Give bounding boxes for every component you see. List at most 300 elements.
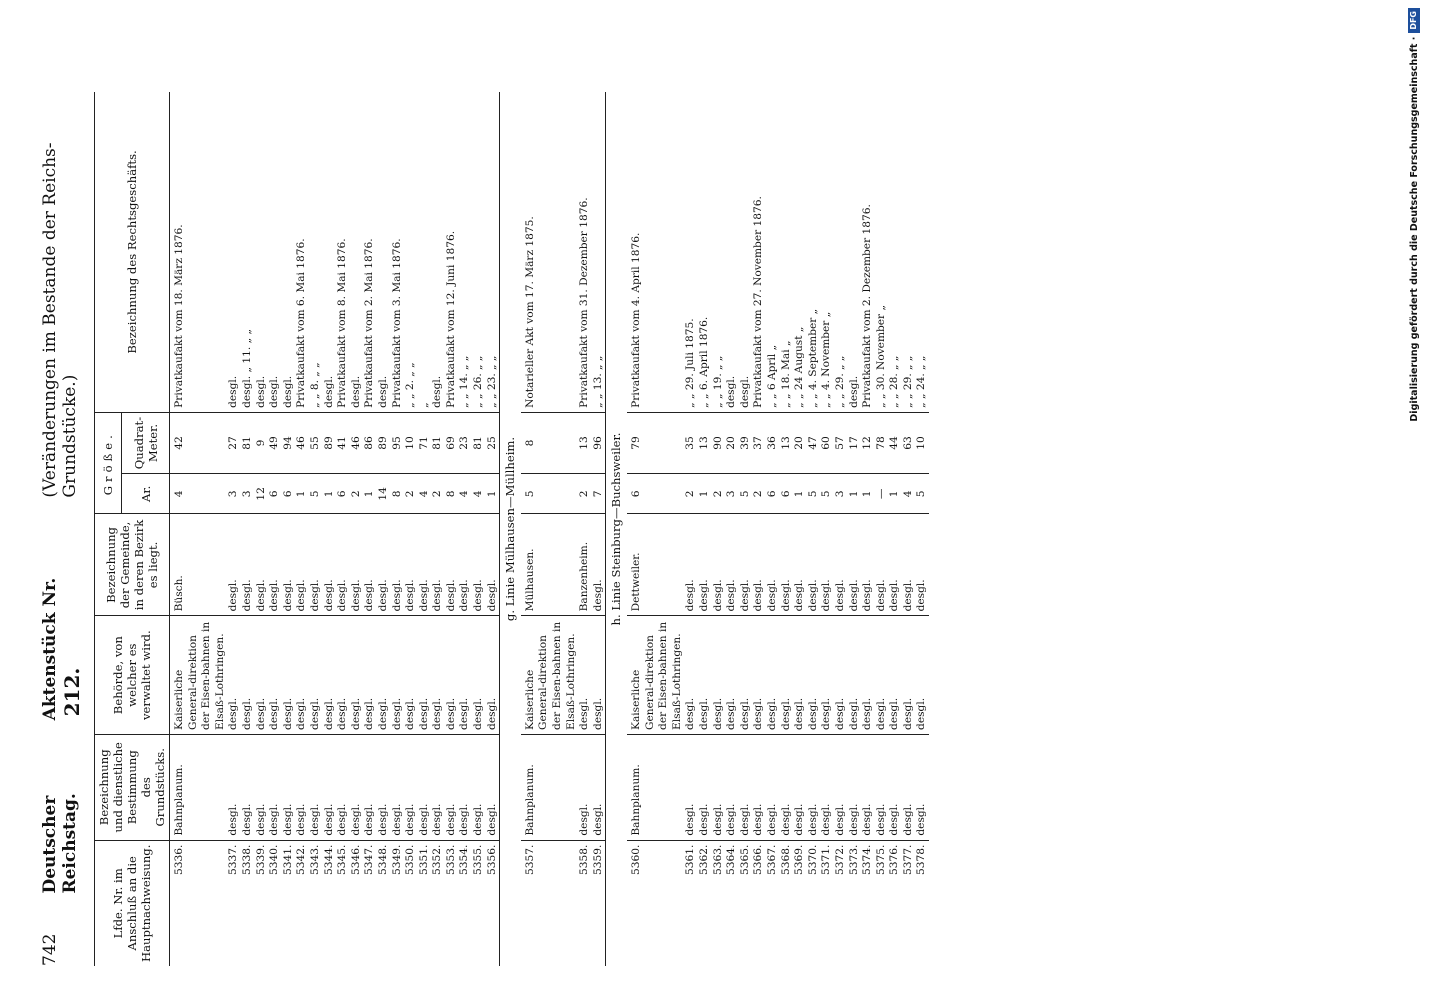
cell-behoerde: desgl. (309, 616, 323, 735)
cell-rechtsgeschaeft: Privatkaufakt vom 2. Dezember 1876. (861, 92, 875, 412)
cell-qm: 17 (848, 412, 862, 473)
cell-bezeichnung: desgl. (698, 734, 712, 840)
cell-qm: 94 (282, 412, 296, 473)
cell-gemeinde: desgl. (752, 514, 766, 616)
cell-nr: 5338. (240, 844, 253, 875)
cell-nr: 5346. (349, 844, 362, 875)
cell-nr: 5340. (268, 844, 281, 875)
cell-rechtsgeschaeft: Privatkaufakt vom 3. Mai 1876. (391, 92, 405, 412)
cell-rechtsgeschaeft: „ (418, 92, 432, 412)
cell-qm: 13 (698, 412, 712, 473)
cell-nr: 5362. (697, 844, 710, 875)
header-qm: Quadrat-Meter. (122, 412, 170, 473)
cell-qm: 95 (391, 412, 405, 473)
table-row (627, 92, 684, 966)
cell-gemeinde: desgl. (418, 514, 432, 616)
cell-gemeinde: desgl. (902, 514, 916, 616)
cell-ar: 4 (902, 474, 916, 514)
cell-rechtsgeschaeft: „ „ 14. „ „ (458, 92, 472, 412)
cell-rechtsgeschaeft: „ „ 30. November „ (875, 92, 889, 412)
cell-nr: 5370. (806, 844, 819, 875)
document-number: 212. (60, 667, 84, 717)
cell-behoerde: desgl. (350, 616, 364, 735)
table-row (472, 92, 486, 966)
cell-bezeichnung: desgl. (445, 734, 459, 840)
cell-nr: 5373. (847, 844, 860, 875)
table-row (309, 92, 323, 966)
cell-ar: 14 (377, 474, 391, 514)
cell-gemeinde: desgl. (684, 514, 698, 616)
cell-behoerde: desgl. (793, 616, 807, 735)
running-head (40, 92, 84, 966)
table-row (698, 92, 712, 966)
cell-ar: 1 (363, 474, 377, 514)
cell-nr: 5376. (888, 844, 901, 875)
document-subtitle: (Veränderungen im Bestande der Reichs-Grundstücke.) (40, 142, 80, 498)
cell-gemeinde: desgl. (309, 514, 323, 616)
cell-ar: 1 (861, 474, 875, 514)
cell-gemeinde: desgl. (323, 514, 337, 616)
cell-bezeichnung: Bahnplanum. (521, 734, 578, 840)
cell-bezeichnung: desgl. (268, 734, 282, 840)
cell-ar: 4 (418, 474, 432, 514)
cell-ar: 1 (698, 474, 712, 514)
cell-rechtsgeschaeft: Privatkaufakt vom 8. Mai 1876. (336, 92, 350, 412)
cell-qm: 69 (445, 412, 459, 473)
cell-gemeinde: desgl. (241, 514, 255, 616)
cell-bezeichnung: desgl. (431, 734, 445, 840)
cell-qm: 49 (268, 412, 282, 473)
cell-bezeichnung: Bahnplanum. (170, 734, 228, 840)
cell-behoerde: desgl. (391, 616, 405, 735)
cell-ar: 5 (807, 474, 821, 514)
cell-bezeichnung: desgl. (725, 734, 739, 840)
table-row (336, 92, 350, 966)
table-row (578, 92, 592, 966)
cell-ar: 3 (834, 474, 848, 514)
cell-rechtsgeschaeft: „ „ 6. April 1876. (698, 92, 712, 412)
cell-gemeinde: desgl. (377, 514, 391, 616)
cell-nr: 5374. (861, 844, 874, 875)
cell-gemeinde: Dettweiler. (627, 514, 684, 616)
cell-gemeinde: desgl. (915, 514, 929, 616)
table-row (431, 92, 445, 966)
cell-nr: 5359. (591, 844, 604, 875)
cell-ar: 1 (888, 474, 902, 514)
table-row (793, 92, 807, 966)
cell-rechtsgeschaeft: Notarieller Akt vom 17. März 1875. (521, 92, 578, 412)
cell-bezeichnung: desgl. (227, 734, 241, 840)
cell-qm: 20 (793, 412, 807, 473)
cell-behoerde: desgl. (698, 616, 712, 735)
cell-qm: 13 (780, 412, 794, 473)
table-row (915, 92, 929, 966)
cell-behoerde: Kaiserliche General-direktion der Eisen-bahnen in Elsaß-Lothringen. (521, 616, 578, 735)
cell-ar: 5 (739, 474, 753, 514)
cell-rechtsgeschaeft: Privatkaufakt vom 2. Mai 1876. (363, 92, 377, 412)
cell-nr: 5361. (684, 844, 697, 875)
digitization-notice: Digitalisierung gefördert durch die Deutsche Forschungsgemeinschaft · (1408, 36, 1420, 422)
table-row (848, 92, 862, 966)
cell-rechtsgeschaeft: „ „ 6 April „ (766, 92, 780, 412)
cell-nr: 5356. (485, 844, 498, 875)
cell-bezeichnung: desgl. (861, 734, 875, 840)
header-nr: Lfde. Nr. im Anschluß an die Hauptnachweisung. (95, 840, 170, 966)
cell-gemeinde: desgl. (458, 514, 472, 616)
section-heading: h. Linie Steinburg—Buchsweiler. (606, 92, 627, 966)
cell-gemeinde: desgl. (807, 514, 821, 616)
cell-ar: 5 (915, 474, 929, 514)
cell-qm: 89 (323, 412, 337, 473)
cell-ar: 2 (578, 474, 592, 514)
cell-gemeinde: Mülhausen. (521, 514, 578, 616)
cell-qm: 9 (255, 412, 269, 473)
cell-ar: 2 (712, 474, 726, 514)
cell-qm: 46 (295, 412, 309, 473)
cell-bezeichnung: desgl. (888, 734, 902, 840)
cell-nr: 5350. (404, 844, 417, 875)
cell-nr: 5344. (322, 844, 335, 875)
cell-behoerde: desgl. (915, 616, 929, 735)
cell-nr: 5354. (458, 844, 471, 875)
cell-behoerde: desgl. (227, 616, 241, 735)
cell-ar: 4 (170, 474, 228, 514)
cell-ar: 8 (445, 474, 459, 514)
cell-behoerde: desgl. (739, 616, 753, 735)
cell-qm: 63 (902, 412, 916, 473)
cell-gemeinde: desgl. (793, 514, 807, 616)
table-row (834, 92, 848, 966)
cell-rechtsgeschaeft: „ „ 28. „ „ (888, 92, 902, 412)
cell-bezeichnung: desgl. (820, 734, 834, 840)
cell-ar: 12 (255, 474, 269, 514)
cell-behoerde: desgl. (241, 616, 255, 735)
cell-rechtsgeschaeft: „ „ 29. „ „ (902, 92, 916, 412)
cell-rechtsgeschaeft: Privatkaufakt vom 27. November 1876. (752, 92, 766, 412)
cell-qm: 25 (486, 412, 500, 473)
cell-ar: 6 (268, 474, 282, 514)
cell-nr: 5371. (820, 844, 833, 875)
cell-qm: 46 (350, 412, 364, 473)
cell-gemeinde: desgl. (255, 514, 269, 616)
cell-gemeinde: desgl. (848, 514, 862, 616)
section-heading: g. Linie Mülhausen—Müllheim. (500, 92, 521, 966)
table-row (766, 92, 780, 966)
cell-ar: 6 (627, 474, 684, 514)
cell-bezeichnung: desgl. (875, 734, 889, 840)
cell-rechtsgeschaeft: „ „ 29. „ „ (834, 92, 848, 412)
cell-rechtsgeschaeft: desgl. „ 11. „ „ (241, 92, 255, 412)
table-row (391, 92, 405, 966)
cell-ar: 3 (241, 474, 255, 514)
cell-qm: 89 (377, 412, 391, 473)
cell-ar: 7 (592, 474, 606, 514)
cell-bezeichnung: desgl. (377, 734, 391, 840)
cell-gemeinde: desgl. (363, 514, 377, 616)
cell-bezeichnung: desgl. (592, 734, 606, 840)
cell-behoerde: desgl. (861, 616, 875, 735)
cell-gemeinde: desgl. (875, 514, 889, 616)
cell-qm: 60 (820, 412, 834, 473)
cell-behoerde: desgl. (295, 616, 309, 735)
cell-rechtsgeschaeft: desgl. (255, 92, 269, 412)
cell-ar: 5 (309, 474, 323, 514)
cell-behoerde: desgl. (888, 616, 902, 735)
cell-nr: 5347. (363, 844, 376, 875)
cell-qm: 20 (725, 412, 739, 473)
cell-behoerde: desgl. (578, 616, 592, 735)
cell-behoerde: Kaiserliche General-direktion der Eisen-bahnen in Elsaß-Lothringen. (170, 616, 228, 735)
cell-qm: 81 (431, 412, 445, 473)
cell-bezeichnung: desgl. (712, 734, 726, 840)
table-row (780, 92, 794, 966)
cell-rechtsgeschaeft: „ „ 18. Mai „ (780, 92, 794, 412)
cell-qm: 35 (684, 412, 698, 473)
cell-behoerde: desgl. (902, 616, 916, 735)
cell-ar: 5 (521, 474, 578, 514)
cell-nr: 5348. (376, 844, 389, 875)
cell-rechtsgeschaeft: „ „ 24 August „ (793, 92, 807, 412)
cell-nr: 5341. (281, 844, 294, 875)
cell-nr: 5372. (833, 844, 846, 875)
cell-qm: 41 (336, 412, 350, 473)
cell-ar: 4 (472, 474, 486, 514)
cell-nr: 5375. (874, 844, 887, 875)
page-number: 742 (40, 933, 60, 966)
cell-behoerde: desgl. (592, 616, 606, 735)
cell-bezeichnung: desgl. (739, 734, 753, 840)
cell-behoerde: desgl. (445, 616, 459, 735)
cell-bezeichnung: desgl. (780, 734, 794, 840)
table-row (255, 92, 269, 966)
cell-gemeinde: desgl. (592, 514, 606, 616)
document-label (40, 550, 84, 721)
publication-title: Deutscher Reichstag. (40, 793, 80, 894)
cell-gemeinde: desgl. (780, 514, 794, 616)
cell-gemeinde: desgl. (712, 514, 726, 616)
cell-bezeichnung: desgl. (684, 734, 698, 840)
table-row (295, 92, 309, 966)
table-row (350, 92, 364, 966)
cell-bezeichnung: desgl. (848, 734, 862, 840)
cell-rechtsgeschaeft: desgl. (377, 92, 391, 412)
header-groesse: Größe. (95, 412, 122, 514)
cell-ar: 4 (458, 474, 472, 514)
cell-behoerde: desgl. (766, 616, 780, 735)
cell-gemeinde: desgl. (698, 514, 712, 616)
cell-behoerde: desgl. (752, 616, 766, 735)
cell-ar: — (875, 474, 889, 514)
cell-bezeichnung: desgl. (902, 734, 916, 840)
cell-qm: 79 (627, 412, 684, 473)
table-row (377, 92, 391, 966)
cell-ar: 2 (431, 474, 445, 514)
cell-bezeichnung: desgl. (472, 734, 486, 840)
cell-nr: 5355. (472, 844, 485, 875)
cell-gemeinde: desgl. (445, 514, 459, 616)
cell-ar: 5 (820, 474, 834, 514)
table-row (458, 92, 472, 966)
cell-nr: 5336. (173, 844, 185, 875)
cell-rechtsgeschaeft: desgl. (739, 92, 753, 412)
cell-behoerde: desgl. (820, 616, 834, 735)
table-row (684, 92, 698, 966)
header-row (95, 92, 122, 966)
cell-rechtsgeschaeft: „ „ 2. „ „ (404, 92, 418, 412)
cell-rechtsgeschaeft: „ „ 29. Juli 1875. (684, 92, 698, 412)
cell-bezeichnung: desgl. (309, 734, 323, 840)
cell-bezeichnung: desgl. (766, 734, 780, 840)
digitization-strip (1406, 8, 1422, 998)
cell-nr: 5360. (630, 844, 642, 875)
cell-qm: 12 (861, 412, 875, 473)
table-head (95, 92, 170, 966)
cell-qm: 13 (578, 412, 592, 473)
cell-bezeichnung: desgl. (578, 734, 592, 840)
table-row (807, 92, 821, 966)
cell-behoerde: desgl. (336, 616, 350, 735)
cell-behoerde: desgl. (458, 616, 472, 735)
cell-rechtsgeschaeft: „ „ 4. September „ (807, 92, 821, 412)
cell-bezeichnung: desgl. (458, 734, 472, 840)
cell-behoerde: desgl. (725, 616, 739, 735)
cell-gemeinde: desgl. (350, 514, 364, 616)
cell-rechtsgeschaeft: „ „ 4. November „ (820, 92, 834, 412)
cell-gemeinde: desgl. (834, 514, 848, 616)
cell-behoerde: desgl. (848, 616, 862, 735)
table-row (902, 92, 916, 966)
cell-gemeinde: Banzenheim. (578, 514, 592, 616)
cell-nr: 5351. (417, 844, 430, 875)
cell-ar: 1 (295, 474, 309, 514)
cell-qm: 39 (739, 412, 753, 473)
cell-qm: 81 (241, 412, 255, 473)
cell-behoerde: desgl. (875, 616, 889, 735)
cell-bezeichnung: desgl. (807, 734, 821, 840)
cell-qm: 36 (766, 412, 780, 473)
cell-bezeichnung: desgl. (255, 734, 269, 840)
cell-behoerde: desgl. (418, 616, 432, 735)
cell-bezeichnung: desgl. (363, 734, 377, 840)
header-rechtsgeschaeft: Bezeichnung des Rechtsgeschäfts. (95, 92, 170, 412)
cell-ar: 2 (684, 474, 698, 514)
table-row (323, 92, 337, 966)
cell-bezeichnung: desgl. (404, 734, 418, 840)
cell-ar: 1 (323, 474, 337, 514)
cell-gemeinde: desgl. (739, 514, 753, 616)
cell-ar: 1 (486, 474, 500, 514)
cell-behoerde: desgl. (712, 616, 726, 735)
cell-gemeinde: desgl. (888, 514, 902, 616)
cell-qm: 23 (458, 412, 472, 473)
cell-rechtsgeschaeft: „ „ 13. „ „ (592, 92, 606, 412)
cell-bezeichnung: desgl. (486, 734, 500, 840)
cell-gemeinde: desgl. (725, 514, 739, 616)
cell-gemeinde: desgl. (472, 514, 486, 616)
section-heading-row (606, 92, 627, 966)
cell-behoerde: desgl. (255, 616, 269, 735)
cell-gemeinde: desgl. (861, 514, 875, 616)
cell-rechtsgeschaeft: desgl. (282, 92, 296, 412)
cell-rechtsgeschaeft: desgl. (268, 92, 282, 412)
cell-ar: 6 (336, 474, 350, 514)
cell-ar: 8 (391, 474, 405, 514)
document-label-text: Aktenstück Nr. (40, 577, 60, 721)
cell-rechtsgeschaeft: „ „ 23. „ „ (486, 92, 500, 412)
cell-rechtsgeschaeft: Privatkaufakt vom 12. Juni 1876. (445, 92, 459, 412)
header-bezeichnung: Bezeichnung und dienstliche Bestimmung des Grundstücks. (95, 734, 170, 840)
cell-nr: 5343. (308, 844, 321, 875)
table-row (861, 92, 875, 966)
cell-rechtsgeschaeft: desgl. (227, 92, 241, 412)
cell-qm: 96 (592, 412, 606, 473)
cell-rechtsgeschaeft: Privatkaufakt vom 6. Mai 1876. (295, 92, 309, 412)
cell-gemeinde: Büsch. (170, 514, 228, 616)
cell-nr: 5368. (779, 844, 792, 875)
cell-bezeichnung: desgl. (752, 734, 766, 840)
table-row (725, 92, 739, 966)
cell-qm: 55 (309, 412, 323, 473)
header-behoerde: Behörde, von welcher es verwaltet wird. (95, 616, 170, 735)
cell-gemeinde: desgl. (820, 514, 834, 616)
register-table (94, 92, 929, 966)
cell-bezeichnung: desgl. (834, 734, 848, 840)
cell-behoerde: desgl. (684, 616, 698, 735)
table-body (170, 92, 930, 966)
cell-rechtsgeschaeft: desgl. (431, 92, 445, 412)
cell-bezeichnung: desgl. (391, 734, 405, 840)
table-row (227, 92, 241, 966)
cell-rechtsgeschaeft: Privatkaufakt vom 4. April 1876. (627, 92, 684, 412)
table-row (268, 92, 282, 966)
cell-ar: 6 (780, 474, 794, 514)
cell-rechtsgeschaeft: desgl. (323, 92, 337, 412)
cell-behoerde: desgl. (268, 616, 282, 735)
cell-behoerde: desgl. (780, 616, 794, 735)
table-row (888, 92, 902, 966)
cell-qm: 44 (888, 412, 902, 473)
cell-rechtsgeschaeft: Privatkaufakt vom 31. Dezember 1876. (578, 92, 592, 412)
cell-ar: 3 (725, 474, 739, 514)
cell-behoerde: desgl. (377, 616, 391, 735)
cell-behoerde: desgl. (363, 616, 377, 735)
cell-rechtsgeschaeft: „ „ 24. „ „ (915, 92, 929, 412)
cell-nr: 5345. (336, 844, 349, 875)
cell-rechtsgeschaeft: desgl. (725, 92, 739, 412)
cell-nr: 5358. (578, 844, 591, 875)
cell-rechtsgeschaeft: „ „ 19. „ „ (712, 92, 726, 412)
cell-behoerde: desgl. (472, 616, 486, 735)
cell-gemeinde: desgl. (391, 514, 405, 616)
cell-nr: 5378. (915, 844, 928, 875)
table-row (820, 92, 834, 966)
header-gemeinde: Bezeichnung der Gemeinde, in deren Bezirk es liegt. (95, 514, 170, 616)
cell-rechtsgeschaeft: „ „ 8. „ „ (309, 92, 323, 412)
cell-gemeinde: desgl. (268, 514, 282, 616)
cell-qm: 47 (807, 412, 821, 473)
digitization-notice-wrap (1406, 8, 1422, 998)
cell-nr: 5367. (765, 844, 778, 875)
cell-gemeinde: desgl. (431, 514, 445, 616)
cell-qm: 90 (712, 412, 726, 473)
cell-bezeichnung: desgl. (793, 734, 807, 840)
cell-bezeichnung: desgl. (295, 734, 309, 840)
table-row (445, 92, 459, 966)
cell-nr: 5349. (390, 844, 403, 875)
dfg-logo: DFG (1408, 8, 1420, 33)
cell-qm: 57 (834, 412, 848, 473)
cell-rechtsgeschaeft: desgl. (350, 92, 364, 412)
